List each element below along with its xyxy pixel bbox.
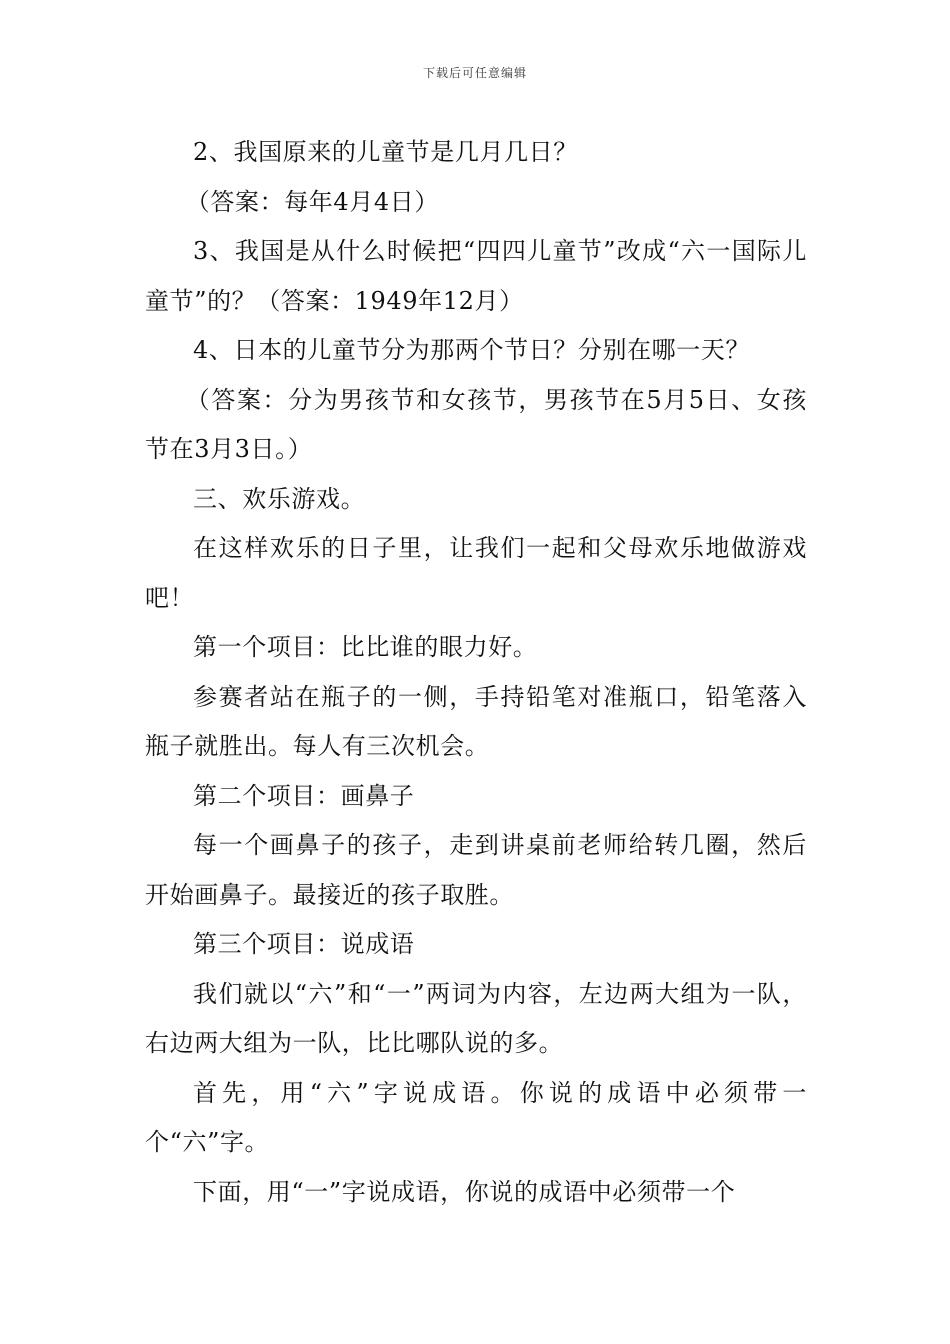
item-3-step-1: 首先，用“六”字说成语。你说的成语中必须带一个“六”字。 bbox=[145, 1078, 807, 1156]
item-2-description: 每一个画鼻子的孩子，走到讲桌前老师给转几圈，然后开始画鼻子。最接近的孩子取胜。 bbox=[145, 831, 807, 909]
paragraph-answer-4: （答案：分为男孩节和女孩节，男孩节在5月5日、女孩节在3月3日。） bbox=[145, 385, 807, 463]
item-2-title: 第二个项目：画鼻子 bbox=[193, 781, 415, 810]
item-1-description: 参赛者站在瓶子的一侧，手持铅笔对准瓶口，铅笔落入瓶子就胜出。每人有三次机会。 bbox=[145, 682, 807, 760]
paragraph-question-2: 2、我国原来的儿童节是几月几日？ bbox=[193, 138, 578, 166]
page-header: 下载后可任意编辑 bbox=[422, 66, 527, 80]
section-heading-games: 三、欢乐游戏。 bbox=[193, 484, 366, 513]
item-3-step-2: 下面，用“一”字说成语，你说的成语中必须带一个 bbox=[193, 1177, 736, 1206]
paragraph-question-3: 3、我国是从什么时候把“四四儿童节”改成“六一国际儿童节”的？（答案：1949年12月） bbox=[145, 237, 807, 315]
document-body bbox=[145, 128, 807, 1217]
paragraph-answer-2: （答案：每年4月4日） bbox=[185, 187, 439, 216]
paragraph-games-intro: 在这样欢乐的日子里，让我们一起和父母欢乐地做游戏吧！ bbox=[145, 534, 807, 612]
item-3-title: 第三个项目：说成语 bbox=[193, 930, 415, 958]
item-3-description: 我们就以“六”和“一”两词为内容，左边两大组为一队，右边两大组为一队，比比哪队说的多。 bbox=[145, 979, 807, 1057]
paragraph-question-4: 4、日本的儿童节分为那两个节日？分别在哪一天？ bbox=[193, 336, 751, 364]
item-1-title: 第一个项目：比比谁的眼力好。 bbox=[193, 633, 538, 661]
